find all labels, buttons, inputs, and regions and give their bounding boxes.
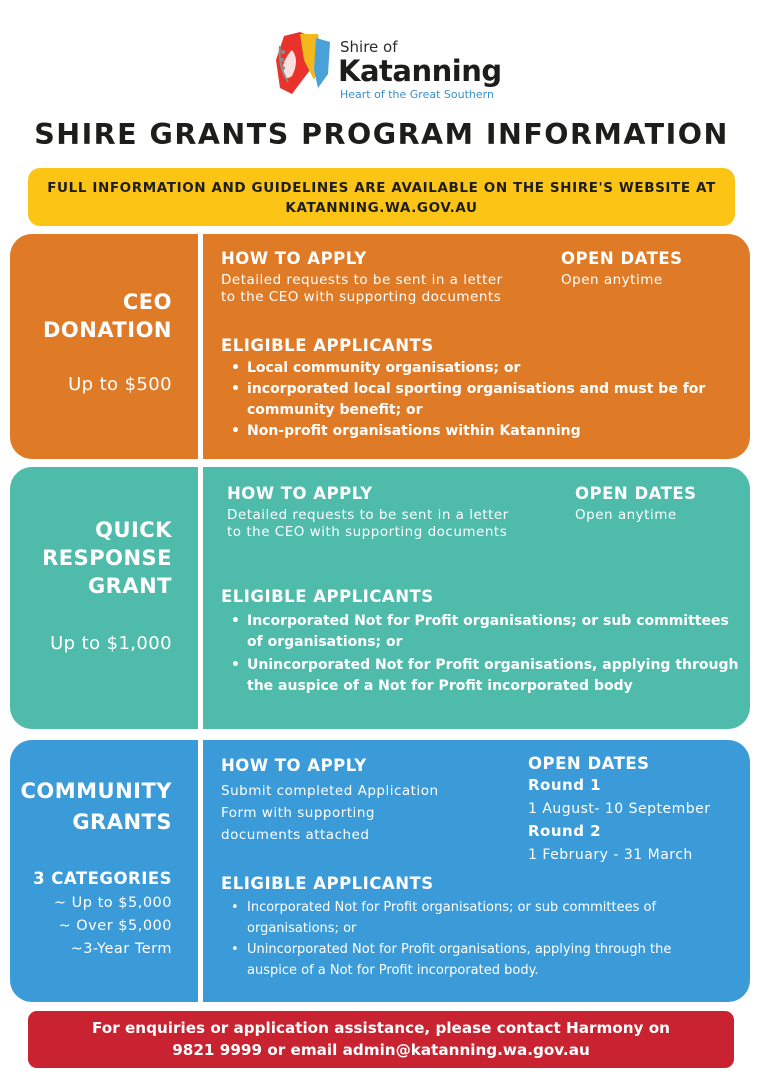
list-item-text: of organisations; or xyxy=(247,634,403,650)
list-item xyxy=(221,358,705,379)
category-item: ~3-Year Term xyxy=(70,941,172,957)
logo-name: Katanning xyxy=(338,54,502,88)
list-item xyxy=(221,939,671,981)
footer-line: For enquiries or application assistance, please contact Harmony on xyxy=(92,1019,670,1037)
community-grants-name-line: GRANTS xyxy=(72,810,172,834)
open-dates-text xyxy=(575,507,677,524)
katanning-logo-icon xyxy=(270,30,332,100)
list-item-text: • Incorporated Not for Profit organisations; or sub committees xyxy=(247,613,729,629)
eligible-applicants-list xyxy=(221,358,705,442)
open-dates-heading: OPEN DATES xyxy=(575,484,697,503)
how-to-apply-line: Submit completed Application xyxy=(221,783,439,799)
open-dates-heading: OPEN DATES xyxy=(561,249,683,268)
list-item xyxy=(221,379,705,421)
how-to-apply-line: Form with supporting xyxy=(221,805,375,821)
logo-tagline: Heart of the Great Southern xyxy=(340,88,494,101)
how-to-apply-line: to the CEO with supporting documents xyxy=(221,289,502,305)
round-1-dates: 1 August- 10 September xyxy=(528,801,711,817)
info-banner-line: FULL INFORMATION AND GUIDELINES ARE AVAILABLE ON THE SHIRE'S WEBSITE AT xyxy=(47,180,716,196)
list-item-text: • Incorporated Not for Profit organisations; or sub committees of xyxy=(247,900,657,915)
panel-divider xyxy=(198,740,203,1002)
list-item-text: community benefit; or xyxy=(247,402,423,418)
info-banner-website: KATANNING.WA.GOV.AU xyxy=(285,200,478,216)
panel-divider xyxy=(198,467,203,729)
info-banner xyxy=(28,168,735,226)
how-to-apply-text xyxy=(221,272,503,306)
how-to-apply-text xyxy=(221,780,439,846)
ceo-donation-amount: Up to $500 xyxy=(68,374,172,395)
open-dates-text xyxy=(561,272,663,289)
how-to-apply-heading: HOW TO APPLY xyxy=(221,249,367,268)
list-item xyxy=(221,897,671,939)
categories-heading: 3 CATEGORIES xyxy=(33,869,172,888)
how-to-apply-heading: HOW TO APPLY xyxy=(221,756,367,775)
quick-response-grant-panel xyxy=(10,467,750,729)
category-item: ~ Up to $5,000 xyxy=(53,895,172,911)
panel-divider xyxy=(198,234,203,459)
community-grants-name xyxy=(20,776,172,838)
open-dates-value: Open anytime xyxy=(575,507,677,523)
how-to-apply-heading: HOW TO APPLY xyxy=(227,484,373,503)
list-item-text: the auspice of a Not for Profit incorporated body xyxy=(247,678,633,694)
quick-response-name-line: QUICK xyxy=(95,518,172,542)
ceo-donation-name-line: CEO xyxy=(122,290,172,314)
eligible-applicants-heading: ELIGIBLE APPLICANTS xyxy=(221,587,434,606)
list-item-text: • Non-profit organisations within Katanning xyxy=(247,423,581,439)
shire-logo xyxy=(270,30,500,105)
quick-response-amount: Up to $1,000 xyxy=(50,633,172,654)
list-item xyxy=(221,655,738,697)
footer-contact-details: 9821 9999 or email admin@katanning.wa.gov.au xyxy=(172,1041,590,1059)
eligible-applicants-list xyxy=(221,897,671,981)
how-to-apply-line: Detailed requests to be sent in a letter xyxy=(227,507,509,523)
category-item: ~ Over $5,000 xyxy=(58,918,172,934)
ceo-donation-name xyxy=(43,288,172,344)
ceo-donation-name-line: DONATION xyxy=(42,318,172,342)
quick-response-name-line: RESPONSE xyxy=(42,546,172,570)
round-1-label: Round 1 xyxy=(528,776,602,794)
round-2-label: Round 2 xyxy=(528,822,602,840)
eligible-applicants-heading: ELIGIBLE APPLICANTS xyxy=(221,336,434,355)
eligible-applicants-heading: ELIGIBLE APPLICANTS xyxy=(221,874,434,893)
how-to-apply-line: Detailed requests to be sent in a letter xyxy=(221,272,503,288)
how-to-apply-line: documents attached xyxy=(221,827,370,843)
page-title: SHIRE GRANTS PROGRAM INFORMATION xyxy=(34,118,729,151)
list-item-text: • Unincorporated Not for Profit organisations, applying through the xyxy=(247,942,672,957)
community-grants-name-line: COMMUNITY xyxy=(20,779,172,803)
list-item-text: • incorporated local sporting organisations and must be for xyxy=(247,381,706,397)
categories-list xyxy=(54,892,172,961)
community-grants-panel xyxy=(10,740,750,1002)
list-item-text: auspice of a Not for Profit incorporated body. xyxy=(247,963,539,978)
ceo-donation-panel xyxy=(10,234,750,459)
eligible-applicants-list xyxy=(221,611,738,697)
list-item xyxy=(221,611,738,653)
list-item-text: organisations; or xyxy=(247,921,357,936)
round-2-dates: 1 February - 31 March xyxy=(528,847,693,863)
list-item-text: • Unincorporated Not for Profit organisations, applying through xyxy=(247,657,739,673)
how-to-apply-line: to the CEO with supporting documents xyxy=(227,524,508,540)
how-to-apply-text xyxy=(227,507,509,541)
logo-shire-of: Shire of xyxy=(340,38,398,56)
quick-response-name xyxy=(42,516,172,600)
open-dates-value: Open anytime xyxy=(561,272,663,288)
list-item-text: • Local community organisations; or xyxy=(247,360,521,376)
quick-response-name-line: GRANT xyxy=(87,574,172,598)
open-dates-heading: OPEN DATES xyxy=(528,754,650,773)
contact-footer xyxy=(28,1011,734,1068)
list-item xyxy=(221,421,705,442)
